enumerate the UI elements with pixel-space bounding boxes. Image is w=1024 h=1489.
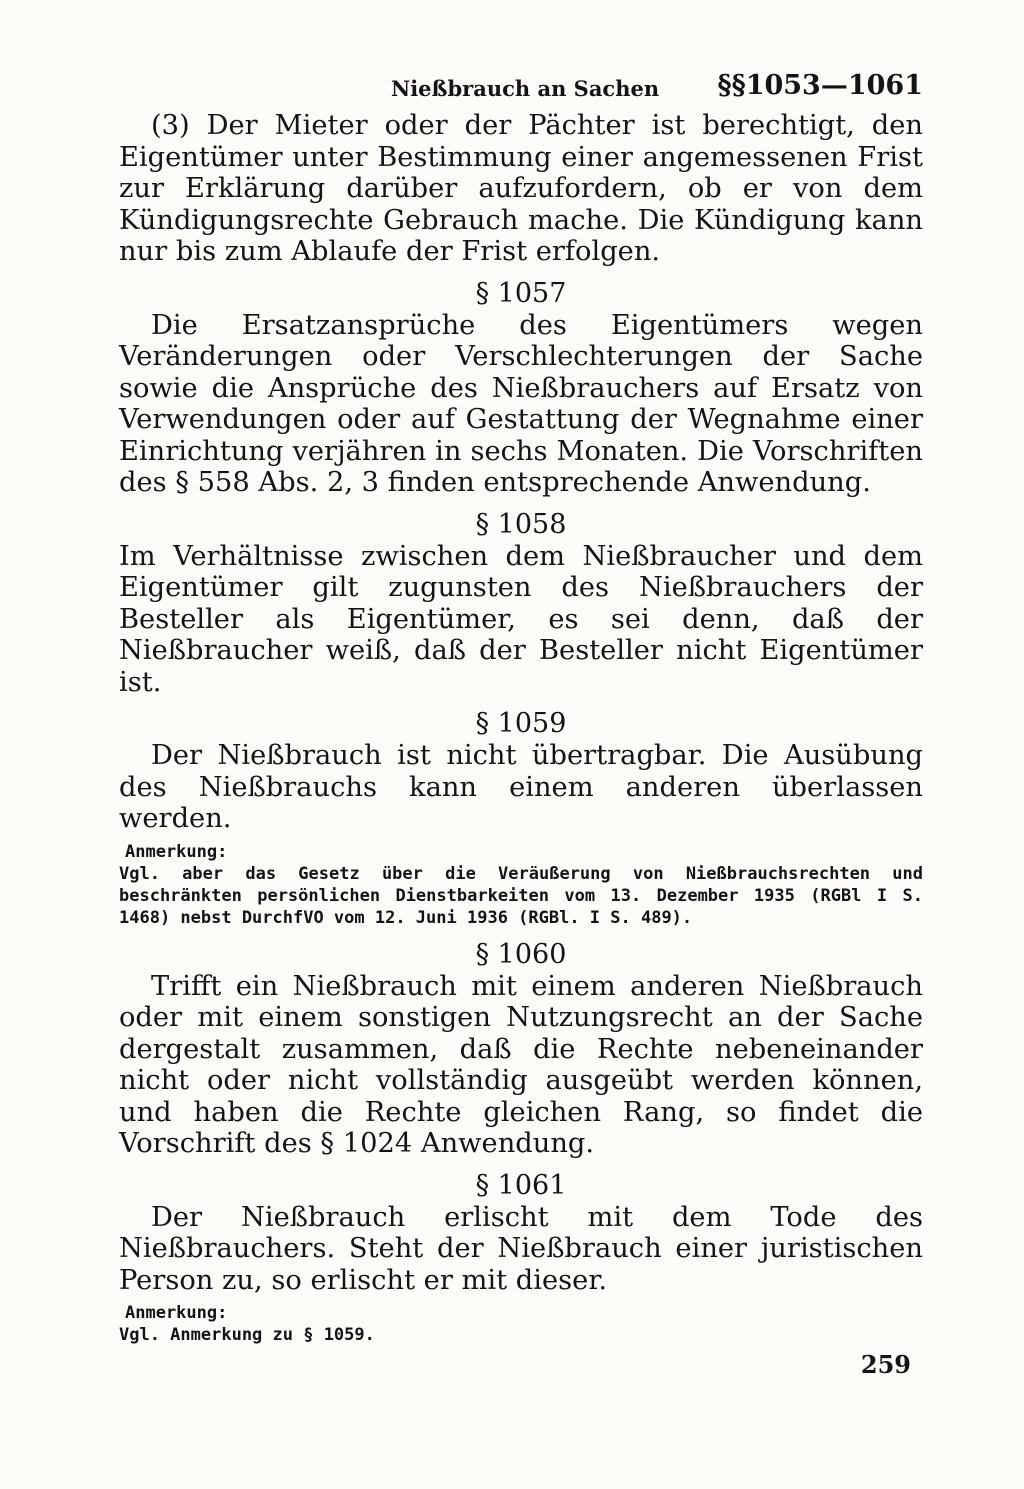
section-heading-1061: § 1061	[475, 1169, 567, 1201]
note-text-1059: Vgl. aber das Gesetz über die Veräußerung von Nießbrauchsrechten und beschränkten persönlichen Dienstbarkeiten vom 13. Dezember 1935 (RGBl I S. 1468) nebst DurchfVO vom 12. Juni 1936 (RGBl. I S. 489).	[119, 863, 923, 928]
section-heading-1058: § 1058	[475, 508, 567, 540]
intro-paragraph: (3) Der Mieter oder der Pächter ist berechtigt, den Eigentümer unter Bestimmung einer angemessenen Frist zur Erklärung darüber aufzufordern, ob er von dem Kündigungsrechte Gebrauch mache. Die Kündigung kann nur bis zum Ablaufe der Frist erfolgen.	[119, 110, 923, 267]
section-heading-1060: § 1060	[475, 938, 567, 970]
section-text-1060: Trifft ein Nießbrauch mit einem anderen Nießbrauch oder mit einem sonstigen Nutzungsrecht an der Sache dergestalt zusammen, daß die Rechte nebeneinander nicht oder nicht vollständig ausgeübt werden können, und haben die Rechte gleichen Rang, so findet die Vorschrift des § 1024 Anwendung.	[119, 970, 923, 1159]
note-1059	[119, 841, 923, 929]
section-text-1061: Der Nießbrauch erlischt mit dem Tode des Nießbrauchers. Steht der Nießbrauch einer juristischen Person zu, so erlischt er mit dieser.	[119, 1201, 923, 1296]
note-text-1061: Vgl. Anmerkung zu § 1059.	[119, 1325, 375, 1345]
section-heading-1059: § 1059	[475, 708, 567, 739]
page-header	[119, 70, 923, 110]
section-text-1057: Die Ersatzansprüche des Eigentümers wegen Veränderungen oder Verschlechterungen der Sache sowie die Ansprüche des Nießbrauchers auf Ersatz von Verwendungen oder auf Gestattung der Wegnahme einer Einrichtung verjähren in sechs Monaten. Die Vorschriften des § 558 Abs. 2, 3 finden entsprechende Anwendung.	[119, 309, 923, 498]
note-label-1059: Anmerkung:	[125, 841, 228, 862]
page-number: 259	[860, 1350, 911, 1379]
note-label-1061: Anmerkung:	[125, 1303, 228, 1323]
section-text-1058: Im Verhältnisse zwischen dem Nießbraucher und dem Eigentümer gilt zugunsten des Nießbrauchers der Besteller als Eigentümer, es sei denn, daß der Nießbraucher weiß, daß der Besteller nicht Eigentümer ist.	[119, 540, 923, 698]
note-1061	[119, 1302, 923, 1346]
section-heading-1057: § 1057	[475, 277, 567, 309]
section-range: §§1053—1061	[717, 70, 923, 101]
page-body	[119, 70, 923, 1350]
section-text-1059: Der Nießbrauch ist nicht übertragbar. Die Ausübung des Nießbrauchs kann einem anderen überlassen werden.	[119, 740, 923, 834]
running-title: Nießbrauch an Sachen	[391, 76, 660, 101]
